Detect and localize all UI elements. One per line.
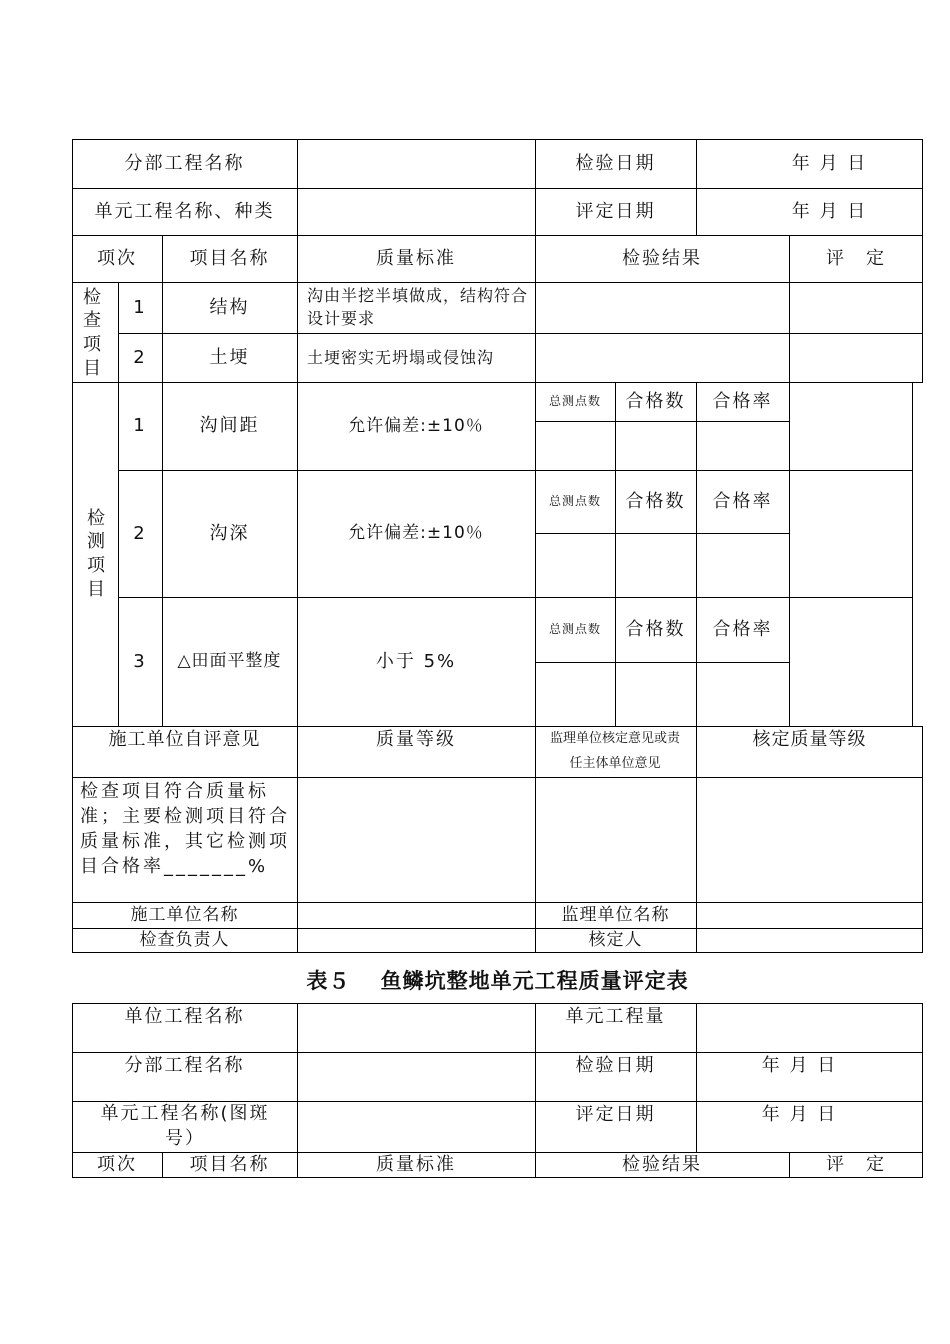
col-quality-standard: 质量标准 — [376, 247, 456, 269]
test-item-2-no: 2 — [133, 522, 147, 544]
table2-title: 表５ 鱼鳞坑整地单元工程质量评定表 — [306, 969, 689, 993]
t2-evaluation-date-value: 年 月 日 — [761, 1104, 838, 1126]
quality-grade-label: 质量等级 — [376, 729, 456, 751]
test-item-1-no: 1 — [133, 415, 147, 437]
test-item-2-pass-rate-header: 合格率 — [712, 490, 773, 512]
verified-grade-label: 核定质量等级 — [752, 729, 867, 751]
verifier-label: 核定人 — [588, 929, 643, 950]
self-eval-label: 施工单位自评意见 — [108, 729, 261, 751]
t2-unit-project-name-label: 单位工程名称 — [124, 1006, 245, 1028]
col-item-no: 项次 — [97, 247, 137, 269]
supervisor-opinion-label: 监理单位核定意见或责任主体单位意见 — [549, 731, 680, 771]
test-item-3-standard: 小于 5% — [375, 650, 457, 672]
supervisor-name-label: 监理单位名称 — [561, 904, 670, 925]
t2-inspection-date-value: 年 月 日 — [761, 1055, 838, 1077]
check-item-1-name: 结构 — [209, 296, 250, 318]
t2-inspection-date-label: 检验日期 — [575, 1055, 656, 1077]
t2-col-quality-standard: 质量标准 — [376, 1153, 456, 1175]
inspection-date-value: 年 月 日 — [791, 152, 868, 174]
t2-unit-project-label: 单元工程名称(图斑号） — [100, 1103, 270, 1149]
t2-col-inspection-result: 检验结果 — [622, 1153, 702, 1175]
test-item-2-total-points-header: 总测点数 — [548, 494, 601, 509]
t2-col-item-name: 项目名称 — [189, 1153, 270, 1175]
unit-project-label: 单元工程名称、种类 — [94, 200, 275, 222]
test-item-3-pass-rate-header: 合格率 — [712, 618, 773, 640]
check-item-2-name: 土埂 — [209, 346, 250, 368]
col-inspection-result: 检验结果 — [622, 247, 702, 269]
subproject-name-label: 分部工程名称 — [124, 152, 245, 174]
check-item-1-no: 1 — [133, 296, 147, 318]
t2-evaluation-date-label: 评定日期 — [575, 1104, 656, 1126]
evaluation-date-label: 评定日期 — [575, 200, 656, 222]
col-evaluation: 评 定 — [826, 247, 886, 269]
test-item-1-name: 沟间距 — [199, 415, 260, 437]
evaluation-date-value: 年 月 日 — [791, 200, 868, 222]
test-item-3-no: 3 — [133, 650, 147, 672]
test-item-1-pass-rate-header: 合格率 — [712, 390, 773, 412]
test-item-3-name: △田面平整度 — [177, 651, 282, 672]
inspection-date-label: 检验日期 — [575, 152, 656, 174]
test-item-3-total-points-header: 总测点数 — [548, 622, 601, 637]
contractor-name-label: 施工单位名称 — [130, 904, 239, 925]
col-item-name: 项目名称 — [189, 247, 270, 269]
check-item-2-no: 2 — [133, 346, 147, 368]
check-item-2-standard: 土埂密实无坍塌或侵蚀沟 — [307, 347, 495, 367]
test-item-1-standard: 允许偏差:±10％ — [348, 415, 484, 436]
test-item-2-standard: 允许偏差:±10％ — [348, 523, 484, 544]
inspector-label: 检查负责人 — [139, 929, 230, 950]
t2-col-item-no: 项次 — [97, 1153, 137, 1175]
self-eval-text: 检查项目符合质量标准；主要检测项目符合质量标准，其它检测项目合格率_______% — [80, 781, 290, 877]
test-item-2-pass-count-header: 合格数 — [625, 490, 686, 512]
test-items-group-label: 检测项目 — [87, 507, 105, 600]
check-items-group-label: 检查项目 — [83, 286, 101, 379]
test-item-1-pass-count-header: 合格数 — [625, 390, 686, 412]
test-item-3-pass-count-header: 合格数 — [625, 618, 686, 640]
t2-col-evaluation: 评 定 — [826, 1153, 886, 1175]
test-item-2-name: 沟深 — [209, 522, 250, 544]
test-item-1-total-points-header: 总测点数 — [548, 394, 601, 409]
t2-unit-quantity-label: 单元工程量 — [565, 1006, 666, 1028]
check-item-1-standard: 沟由半挖半填做成，结构符合设计要求 — [307, 286, 529, 328]
t2-subproject-name-label: 分部工程名称 — [124, 1055, 245, 1077]
